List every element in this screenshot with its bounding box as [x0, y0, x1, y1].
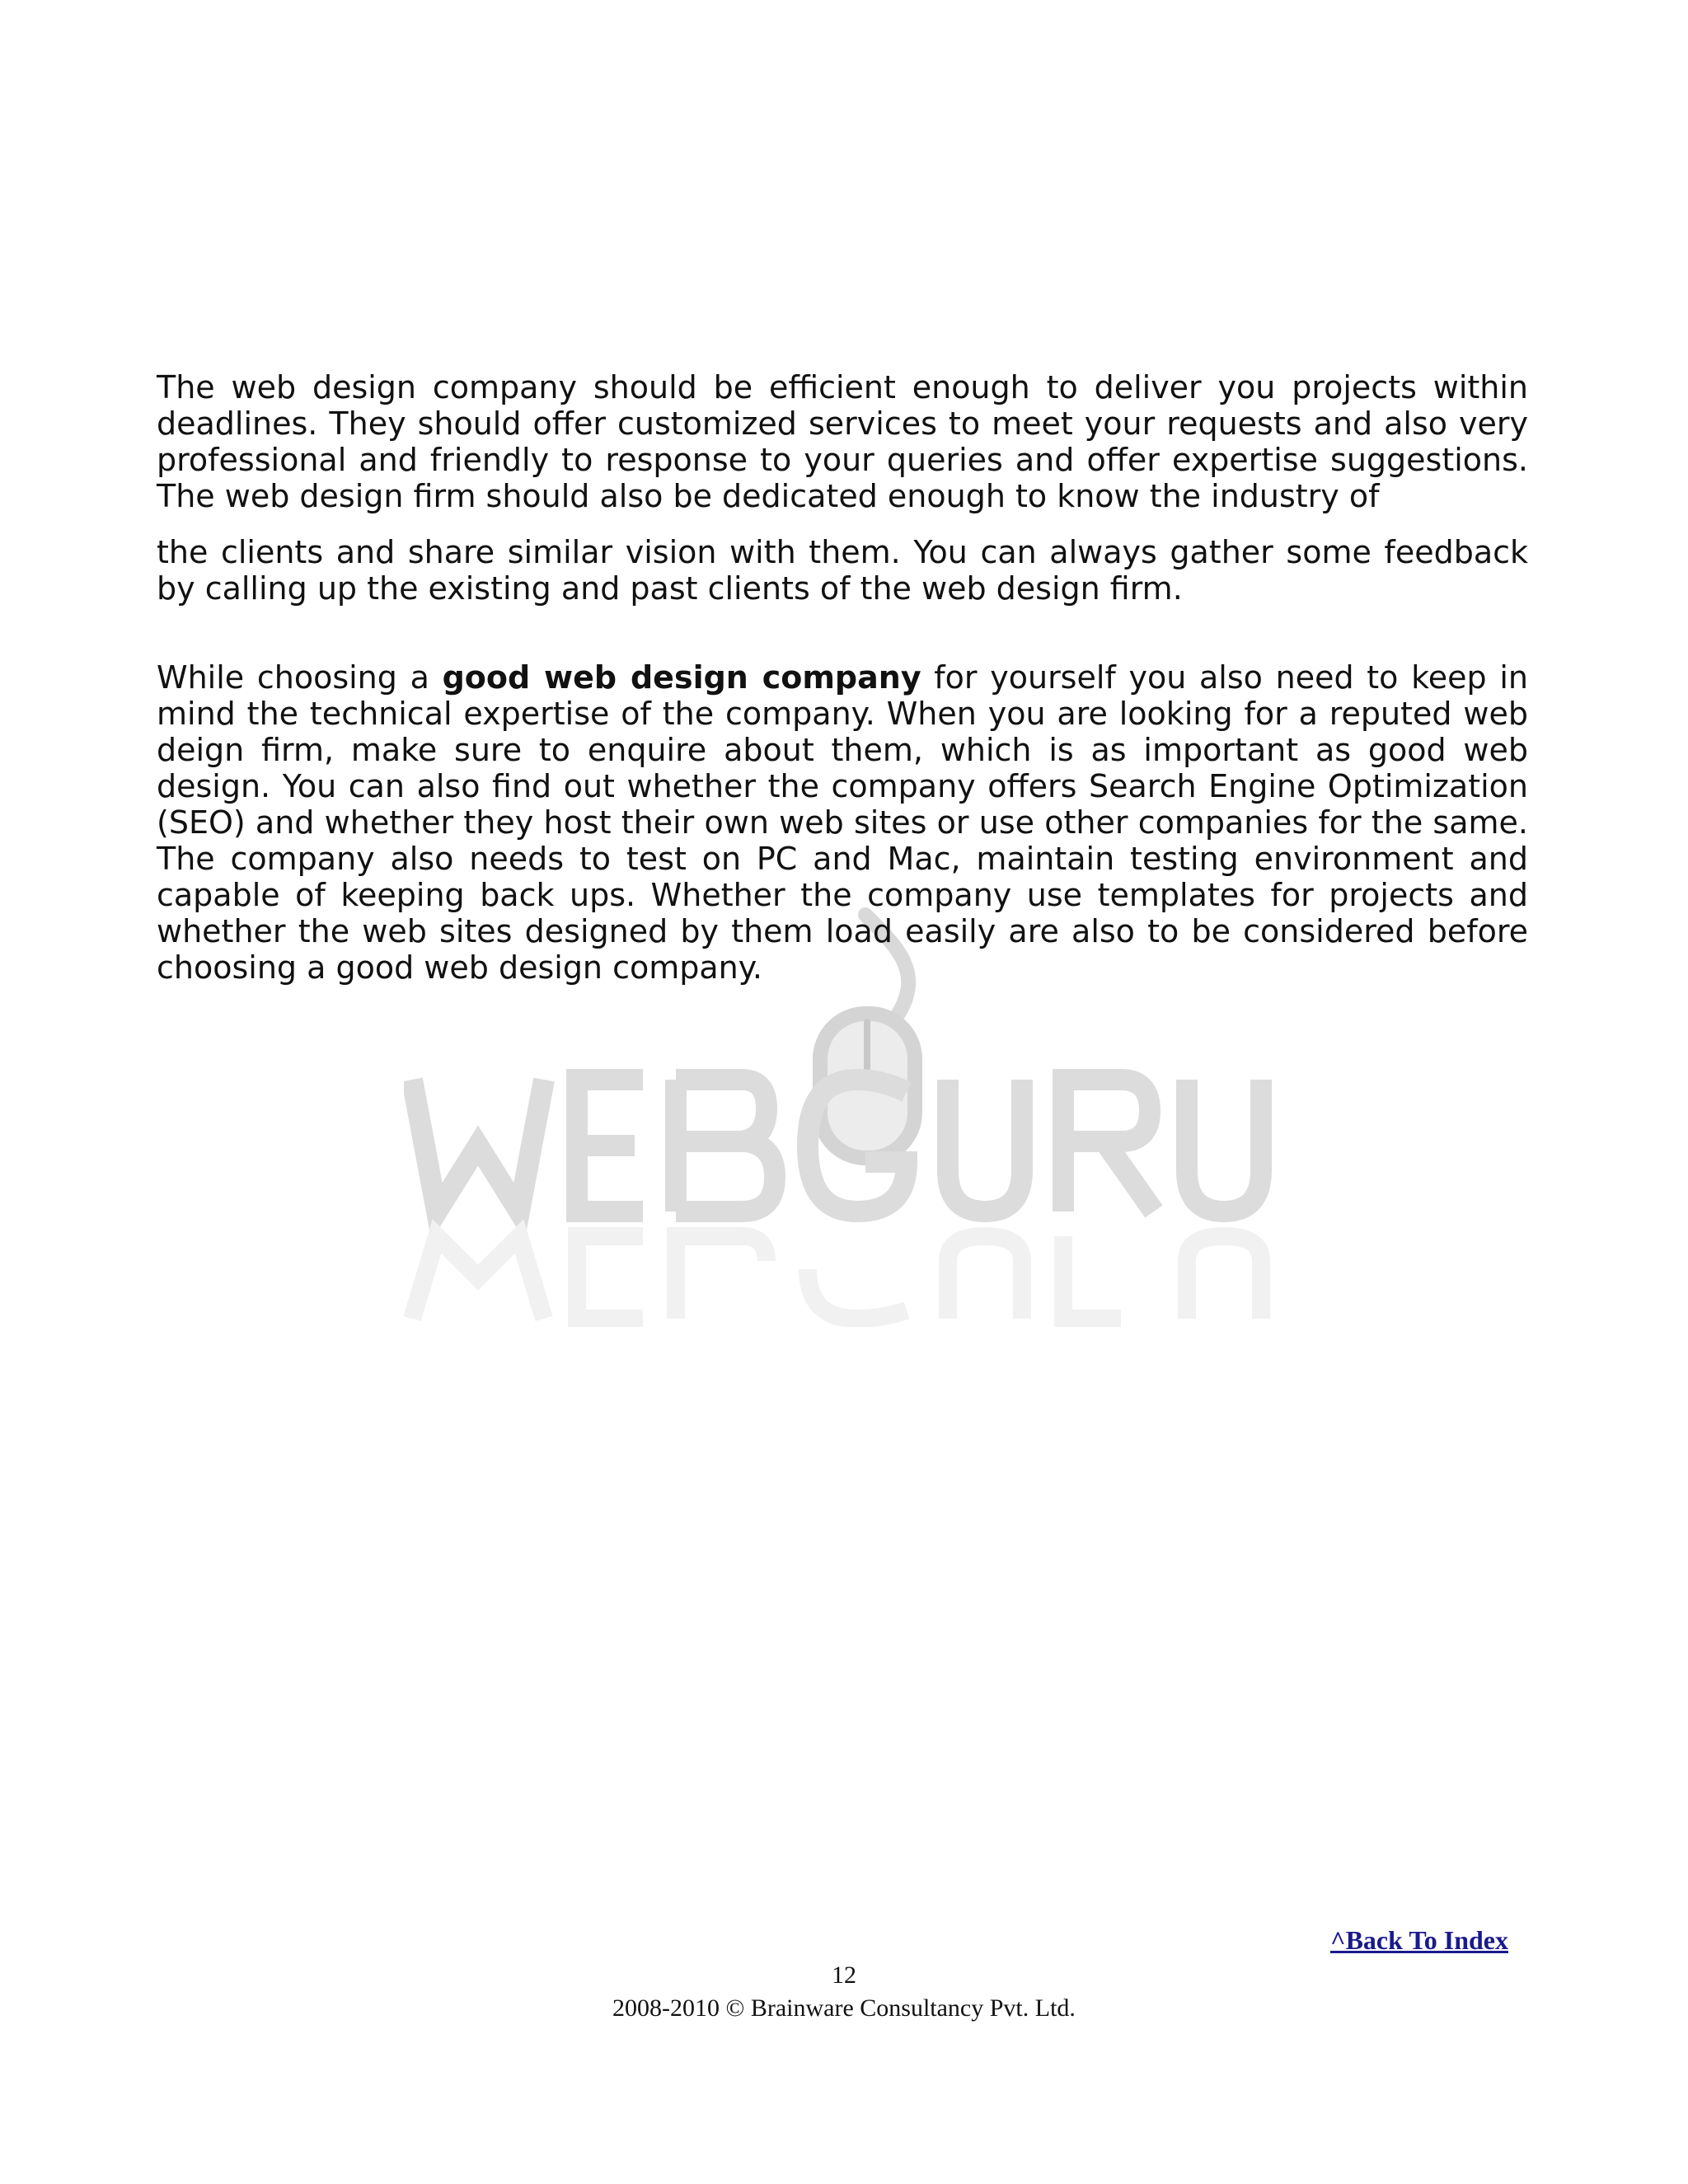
- paragraph-technical-expertise: [157, 659, 1528, 986]
- paragraph-efficiency: The web design company should be efficient enough to deliver you projects within deadlines. They should offer customized services to meet your requests and also very professional and friendly to response to your queries and offer expertise suggestions. The web design firm should also be dedicated enough to know the industry of: [157, 369, 1528, 514]
- paragraph-clients-feedback: the clients and share similar vision with them. You can always gather some feedback by calling up the existing and past clients of the web design firm.: [157, 534, 1528, 607]
- paragraph-text-start: While choosing a: [157, 659, 443, 696]
- copyright-notice: 2008-2010 © Brainware Consultancy Pvt. Ltd.: [612, 1994, 1076, 2022]
- bold-keyword: good web design company: [442, 659, 921, 696]
- paragraph-text-rest: for yourself you also need to keep in mind the technical expertise of the company. When you are looking for a reputed web deign firm, make sure to enquire about them, which is as important as good web design. You can also find out whether the company offers Search Engine Optimization (SEO) and whether they host their own web sites or use other companies for the same. The company also needs to test on PC and Mac, maintain testing environment and capable of keeping back ups. Whether the company use templates for projects and whether the web sites designed by them load easily are also to be considered before choosing a good web design company.: [157, 659, 1528, 986]
- page-number: 12: [832, 1961, 856, 1989]
- back-to-index-link[interactable]: ^Back To Index: [1329, 1925, 1508, 1955]
